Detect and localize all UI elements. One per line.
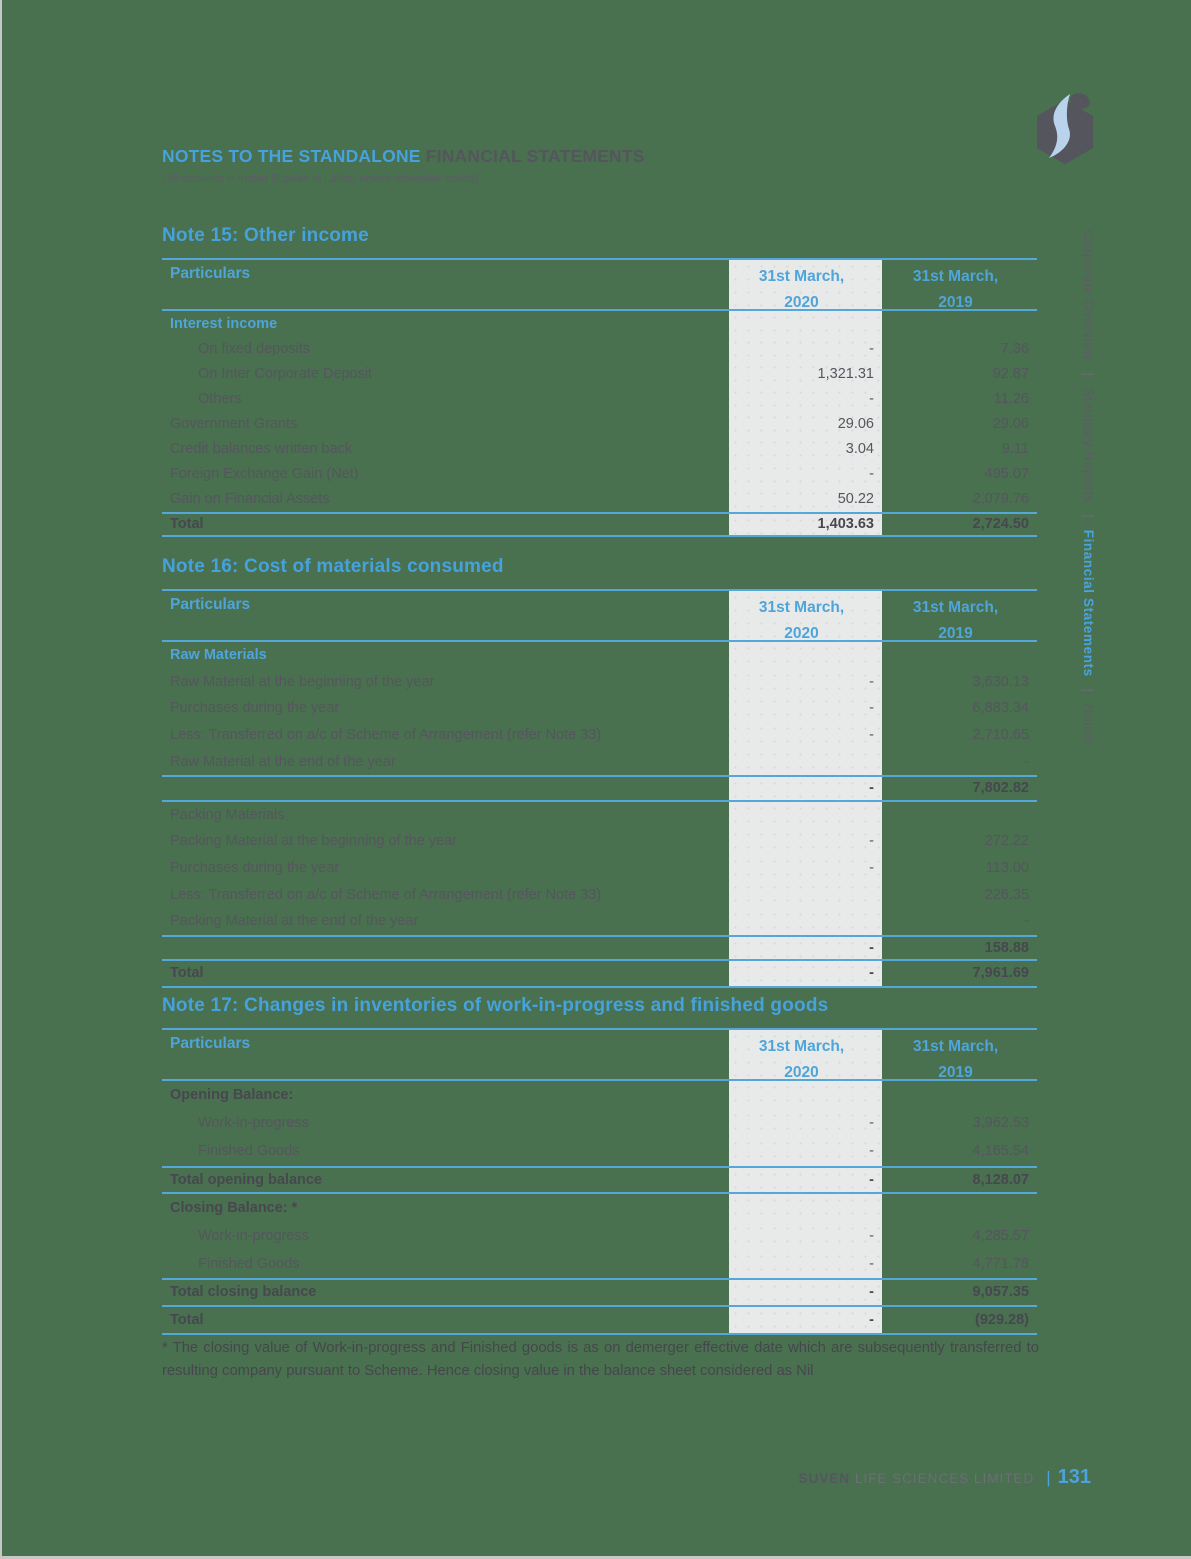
- value-2020: -: [729, 1250, 882, 1278]
- row-label: Government Grants: [170, 415, 298, 432]
- table-row: [162, 775, 1037, 802]
- sidebar-separator: |: [1081, 367, 1096, 381]
- row-label: Raw Material at the end of the year: [170, 753, 396, 770]
- row-label: Closing Balance: *: [170, 1199, 298, 1216]
- value-2020: -: [729, 722, 882, 749]
- row-label: Gain on Financial Assets: [170, 491, 330, 508]
- note-table: [162, 589, 1037, 988]
- value-2019: 158.88: [984, 939, 1029, 956]
- table-row: [162, 881, 1037, 908]
- row-label: Foreign Exchange Gain (Net): [170, 466, 359, 483]
- row-label: Others: [198, 390, 242, 407]
- row-label: Interest income: [170, 315, 278, 332]
- column-header-particulars: Particulars: [170, 596, 251, 613]
- row-label: Total closing balance: [170, 1284, 317, 1301]
- sidebar-item-statutory-reports: Statutory Reports: [1081, 387, 1096, 503]
- sidebar-item-notice: Notice: [1081, 703, 1096, 746]
- table-row: [162, 361, 1037, 386]
- value-2020: [729, 1081, 882, 1109]
- table-row: [162, 512, 1037, 537]
- table-header-row: [162, 260, 1037, 311]
- table-row: [162, 935, 1037, 962]
- sidebar-item-corporate-overview: Corporate Overview: [1081, 230, 1096, 361]
- value-2020: 3.04: [729, 436, 882, 461]
- column-header-line: 31st March,: [758, 599, 845, 616]
- column-header-line: 2020: [784, 625, 819, 642]
- table-row: [162, 1307, 1037, 1335]
- sidebar-separator: |: [1081, 509, 1096, 523]
- table-row: [162, 462, 1037, 487]
- value-2020: -: [729, 1168, 882, 1192]
- table-row: [162, 411, 1037, 436]
- value-2020: -: [729, 1280, 882, 1304]
- page-number: 131: [1057, 1466, 1091, 1488]
- company-name-bold: SUVEN: [798, 1471, 851, 1486]
- column-header-line: 2020: [784, 1064, 819, 1081]
- note-17-section: [162, 995, 1037, 1335]
- column-header-line: 31st March,: [912, 1038, 999, 1055]
- row-label: Total: [170, 516, 204, 533]
- page-title-blue: NOTES TO THE STANDALONE: [162, 146, 421, 166]
- table-row: [162, 1222, 1037, 1250]
- table-row: [162, 669, 1037, 696]
- row-label: Purchases during the year: [170, 860, 340, 877]
- footnote: * The closing value of Work-in-progress and Finished goods is as on demerger effective date which are subsequently transferred to resulting company pursuant to Scheme. Hence closing value in the balance sheet considered as Nil: [162, 1340, 1039, 1379]
- value-2019: 7,961.69: [972, 965, 1029, 982]
- value-2019: 29.06: [992, 415, 1029, 432]
- value-2020: -: [729, 462, 882, 487]
- value-2019: 272.22: [984, 833, 1029, 850]
- value-2020: -: [729, 1137, 882, 1165]
- value-2020: 1,321.31: [729, 361, 882, 386]
- value-2019: 2,710.65: [972, 727, 1029, 744]
- row-label: On fixed deposits: [198, 340, 311, 357]
- sidebar-separator: |: [1081, 683, 1096, 697]
- value-2020: [729, 311, 882, 336]
- page-footer: [799, 1466, 1091, 1489]
- table-row: [162, 961, 1037, 988]
- value-2020: -: [729, 961, 882, 986]
- value-2019: (929.28): [974, 1311, 1029, 1328]
- column-header-line: 2019: [938, 625, 973, 642]
- row-label: Packing Material at the end of the year: [170, 913, 419, 930]
- row-label: Work-in-progress: [198, 1115, 309, 1132]
- value-2020: -: [729, 386, 882, 411]
- value-2019: 495.07: [984, 466, 1029, 483]
- value-2019: 92.87: [992, 365, 1029, 382]
- sidebar-nav: [1070, 230, 1096, 790]
- value-2019: 226.35: [984, 886, 1029, 903]
- row-label: Less: Transferred on a/c of Scheme of Arrangement (refer Note 33): [170, 886, 602, 903]
- column-header-2020: [729, 260, 882, 309]
- note-heading: Note 16: Cost of materials consumed: [162, 556, 504, 577]
- value-2020: 1,403.63: [729, 514, 882, 535]
- table-header-row: [162, 591, 1037, 642]
- row-label: Total opening balance: [170, 1171, 322, 1188]
- table-row: [162, 695, 1037, 722]
- value-2020: -: [729, 855, 882, 882]
- value-2020: 29.06: [729, 411, 882, 436]
- value-2019: 2,079.76: [972, 491, 1029, 508]
- column-header-2019: [882, 591, 1037, 647]
- value-2020: -: [729, 695, 882, 722]
- row-label: Finished Goods: [198, 1256, 300, 1273]
- value-2019: 8,128.07: [972, 1171, 1029, 1188]
- table-row: [162, 1278, 1037, 1306]
- row-label: Packing Material at the beginning of the year: [170, 833, 457, 850]
- row-label: Total: [170, 965, 204, 982]
- column-header-2020: [729, 591, 882, 640]
- value-2019: 7,802.82: [972, 780, 1029, 797]
- column-header-particulars: Particulars: [170, 265, 251, 282]
- value-2019: -: [1024, 753, 1029, 770]
- value-2019: 3,630.13: [972, 673, 1029, 690]
- value-2019: 2,724.50: [972, 516, 1029, 533]
- document-header: [162, 146, 882, 185]
- value-2020: [729, 908, 882, 935]
- table-row: [162, 1109, 1037, 1137]
- row-label: Total: [170, 1311, 204, 1328]
- value-2019: 9.11: [1001, 441, 1029, 458]
- row-label: Less: Transferred on a/c of Scheme of Arrangement (refer Note 33): [170, 727, 602, 744]
- value-2019: 3,962.53: [972, 1115, 1029, 1132]
- table-row: [162, 1166, 1037, 1194]
- value-2019: 6,883.34: [972, 700, 1029, 717]
- column-header-particulars: Particulars: [170, 1035, 251, 1052]
- value-2020: -: [729, 1109, 882, 1137]
- document-page: [2, 0, 1191, 1556]
- column-header-line: 2019: [938, 1064, 973, 1081]
- column-header-line: 31st March,: [758, 268, 845, 285]
- company-name-rest: LIFE SCIENCES LIMITED: [850, 1471, 1035, 1486]
- table-header-row: [162, 1030, 1037, 1081]
- value-2020: [729, 802, 882, 829]
- note-table: [162, 1028, 1037, 1335]
- row-label: On Inter Corporate Deposit: [198, 365, 373, 382]
- row-label: Purchases during the year: [170, 700, 340, 717]
- table-row: [162, 748, 1037, 775]
- column-header-line: 31st March,: [912, 268, 999, 285]
- company-name: [799, 1471, 1035, 1486]
- value-2020: -: [729, 828, 882, 855]
- company-logo-icon: [1034, 92, 1096, 164]
- page-subtitle: (All amounts in Indian Rupees In Lakhs, unless otherwise stated): [162, 173, 479, 185]
- value-2019: 4,165.54: [972, 1143, 1029, 1160]
- page-title: [162, 146, 882, 167]
- value-2020: [729, 642, 882, 669]
- value-2020: -: [729, 777, 882, 800]
- table-row: [162, 802, 1037, 829]
- table-row: [162, 436, 1037, 461]
- note-16-section: [162, 556, 1037, 988]
- value-2020: [729, 748, 882, 775]
- value-2020: -: [729, 336, 882, 361]
- table-row: [162, 828, 1037, 855]
- note-table: [162, 258, 1037, 537]
- sidebar-item-financial-statements: Financial Statements: [1081, 529, 1096, 677]
- note-heading: Note 15: Other income: [162, 225, 369, 246]
- value-2020: [729, 881, 882, 908]
- value-2020: [729, 1194, 882, 1222]
- table-row: [162, 487, 1037, 512]
- value-2019: 7.36: [1000, 340, 1029, 357]
- column-header-line: 2019: [938, 294, 973, 311]
- value-2020: -: [729, 1307, 882, 1333]
- column-header-line: 2020: [784, 294, 819, 311]
- table-row: [162, 855, 1037, 882]
- note-heading: Note 17: Changes in inventories of work-in-progress and finished goods: [162, 995, 829, 1016]
- column-header-2019: [882, 260, 1037, 316]
- value-2019: 4,285.57: [972, 1228, 1029, 1245]
- footer-separator: |: [1046, 1468, 1051, 1487]
- row-label: Packing Materials: [170, 806, 285, 823]
- row-label: Raw Material at the beginning of the year: [170, 673, 435, 690]
- note-15-section: [162, 225, 1037, 537]
- column-header-2020: [729, 1030, 882, 1079]
- row-label: Opening Balance:: [170, 1087, 294, 1104]
- value-2019: -: [1024, 913, 1029, 930]
- row-label: Raw Materials: [170, 647, 267, 664]
- row-label: Work-in-progress: [198, 1228, 309, 1245]
- table-row: [162, 386, 1037, 411]
- value-2019: 113.00: [985, 860, 1029, 877]
- value-2020: -: [729, 937, 882, 960]
- table-row: [162, 336, 1037, 361]
- table-row: [162, 1250, 1037, 1278]
- value-2020: -: [729, 669, 882, 696]
- table-row: [162, 1194, 1037, 1222]
- row-label: Finished Goods: [198, 1143, 300, 1160]
- value-2019: 11.26: [993, 390, 1029, 407]
- value-2020: 50.22: [729, 487, 882, 512]
- column-header-2019: [882, 1030, 1037, 1086]
- column-header-line: 31st March,: [758, 1038, 845, 1055]
- column-header-line: 31st March,: [912, 599, 999, 616]
- value-2019: 4,771.78: [972, 1256, 1029, 1273]
- table-row: [162, 722, 1037, 749]
- row-label: Credit balances written back: [170, 441, 353, 458]
- page-title-gray: FINANCIAL STATEMENTS: [420, 146, 645, 166]
- table-row: [162, 908, 1037, 935]
- value-2019: 9,057.35: [972, 1284, 1029, 1301]
- value-2020: -: [729, 1222, 882, 1250]
- table-row: [162, 1137, 1037, 1165]
